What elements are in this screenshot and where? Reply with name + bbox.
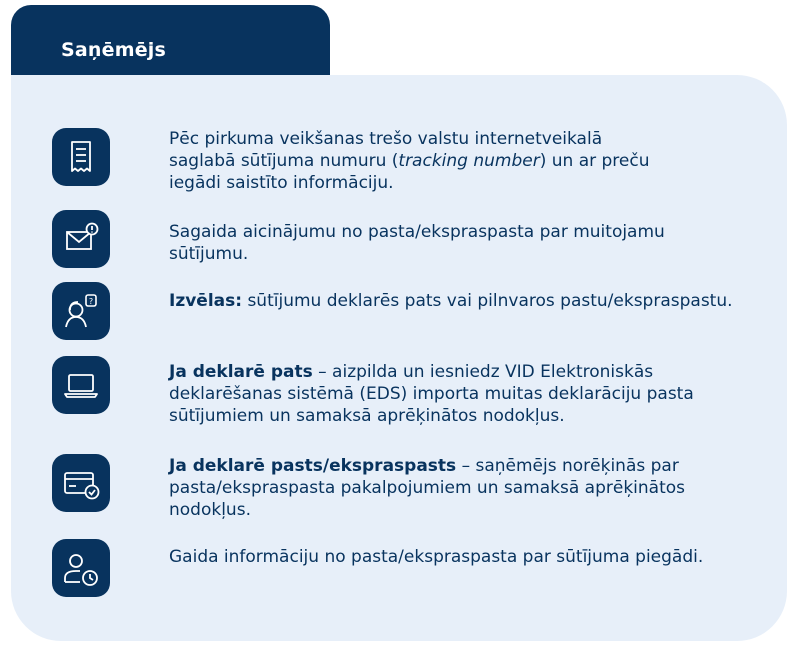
- svg-text:?: ?: [88, 297, 94, 306]
- step-1-line-1: Pēc pirkuma veikšanas trešo valstu internetveikalā: [169, 129, 603, 149]
- step-1-after: ) un ar preču: [539, 151, 650, 171]
- step-2-text: Sagaida aicinājumu no pasta/ekspraspasta par muitojamu sūtījumu.: [169, 222, 665, 264]
- card-check-icon: [52, 454, 110, 512]
- step-3-rest: sūtījumu deklarēs pats vai pilnvaros pastu/ekspraspastu.: [242, 291, 733, 311]
- step-1-text: [169, 128, 744, 194]
- header-title: Saņēmējs: [60, 39, 167, 61]
- person-question-icon: [52, 282, 110, 340]
- step-6-text: Gaida informāciju no pasta/ekspraspasta par sūtījuma piegādi.: [169, 547, 704, 567]
- step-1-line-2: saglabā sūtījuma numuru (: [169, 151, 399, 171]
- step-1-italic: tracking number: [398, 151, 540, 171]
- step-5-rest: – saņēmējs norēķinās par pasta/ekspraspasta pakalpojumiem un samaksā aprēķinātos nodokļus.: [169, 456, 686, 520]
- step-5-text: [169, 455, 744, 521]
- envelope-notification-icon: [52, 210, 110, 268]
- laptop-icon: [52, 356, 110, 414]
- step-3-bold: Izvēlas:: [169, 291, 243, 311]
- step-4-text: [169, 361, 744, 427]
- step-5-bold: Ja deklarē pasts/ekspraspasts: [169, 456, 457, 476]
- step-1-line-3: iegādi saistīto informāciju.: [169, 173, 394, 193]
- receipt-icon: [52, 128, 110, 186]
- step-3-text: [169, 290, 744, 312]
- user-clock-icon: [52, 539, 110, 597]
- step-4-rest: – aizpilda un iesniedz VID Elektroniskās deklarēšanas sistēmā (EDS) importa muitas deklarāciju pasta sūtījumiem un samaksā aprēķinātos nodokļus.: [169, 362, 694, 426]
- step-4-bold: Ja deklarē pats: [169, 362, 313, 382]
